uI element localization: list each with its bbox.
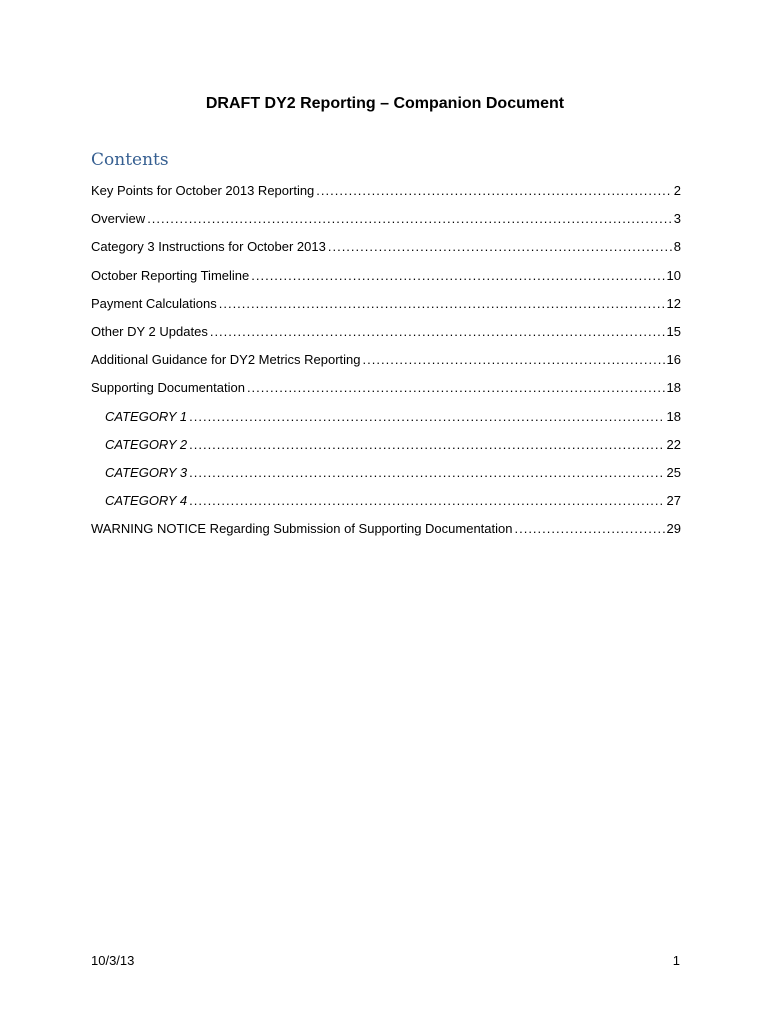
toc-dot-leader [514,518,664,540]
toc-entry-other-dy2-updates[interactable] [91,321,681,349]
toc-dot-leader [189,462,664,484]
toc-entry-page[interactable]: 18 [666,380,681,396]
toc-entry-reporting-timeline[interactable] [91,265,681,293]
toc-entry-title[interactable]: Supporting Documentation [91,380,245,396]
toc-entry-page[interactable]: 3 [673,211,681,227]
toc-entry-title[interactable]: CATEGORY 1 [105,408,188,424]
toc-entry-page[interactable]: 25 [666,464,681,480]
toc-dot-leader [210,321,665,343]
toc-dot-leader [189,406,664,428]
toc-dot-leader [247,377,665,399]
toc-dot-leader [363,349,665,371]
toc-entry-title[interactable]: CATEGORY 4 [105,493,188,509]
toc-dot-leader [316,180,671,202]
toc-entry-page[interactable]: 10 [666,267,681,283]
toc-entry-title[interactable]: CATEGORY 2 [105,436,188,452]
toc-dot-leader [147,208,672,230]
toc-entry-page[interactable]: 27 [666,493,681,509]
toc-entry-title[interactable]: CATEGORY 3 [105,464,188,480]
toc-entry-key-points[interactable] [91,180,681,208]
toc-entry-payment-calculations[interactable] [91,293,681,321]
toc-dot-leader [189,434,664,456]
toc-entry-title[interactable]: October Reporting Timeline [91,267,250,283]
toc-entry-page[interactable]: 12 [666,295,681,311]
toc-entry-page[interactable]: 22 [666,436,681,452]
toc-heading: Contents [91,150,169,170]
toc-entry-page[interactable]: 8 [673,239,681,255]
toc-dot-leader [219,293,665,315]
document-title: DRAFT DY2 Reporting – Companion Document [205,95,565,112]
toc-entry-page[interactable]: 18 [666,408,681,424]
toc-entry-title[interactable]: Additional Guidance for DY2 Metrics Reporting [91,352,361,368]
toc-dot-leader [251,265,664,287]
toc-entry-category-3[interactable] [91,462,681,490]
toc-entry-title[interactable]: Other DY 2 Updates [91,323,208,339]
toc-entry-additional-guidance[interactable] [91,349,681,377]
toc-entry-category-4[interactable] [91,490,681,518]
toc-entry-category-1[interactable] [91,406,681,434]
toc-entry-overview[interactable] [91,208,681,236]
toc-entry-title[interactable]: Overview [91,211,146,227]
toc-entry-page[interactable]: 29 [666,521,681,537]
toc-entry-page[interactable]: 15 [666,323,681,339]
toc-entry-title[interactable]: Payment Calculations [91,295,217,311]
toc-dot-leader [189,490,664,512]
toc-entry-title[interactable]: Key Points for October 2013 Reporting [91,183,315,198]
toc-dot-leader [328,236,672,258]
toc-entry-title[interactable]: Category 3 Instructions for October 2013 [91,239,326,255]
toc-entry-category-2[interactable] [91,434,681,462]
table-of-contents [91,180,681,546]
toc-entry-supporting-documentation[interactable] [91,377,681,405]
toc-entry-page[interactable]: 2 [673,183,681,198]
footer-date: 10/3/13 [91,953,135,968]
toc-entry-page[interactable]: 16 [666,352,681,368]
toc-entry-category-3-instructions[interactable] [91,236,681,264]
toc-entry-title[interactable]: WARNING NOTICE Regarding Submission of Supporting Documentation [91,521,513,537]
toc-entry-warning-notice[interactable] [91,518,681,546]
footer-page-number: 1 [672,953,680,968]
